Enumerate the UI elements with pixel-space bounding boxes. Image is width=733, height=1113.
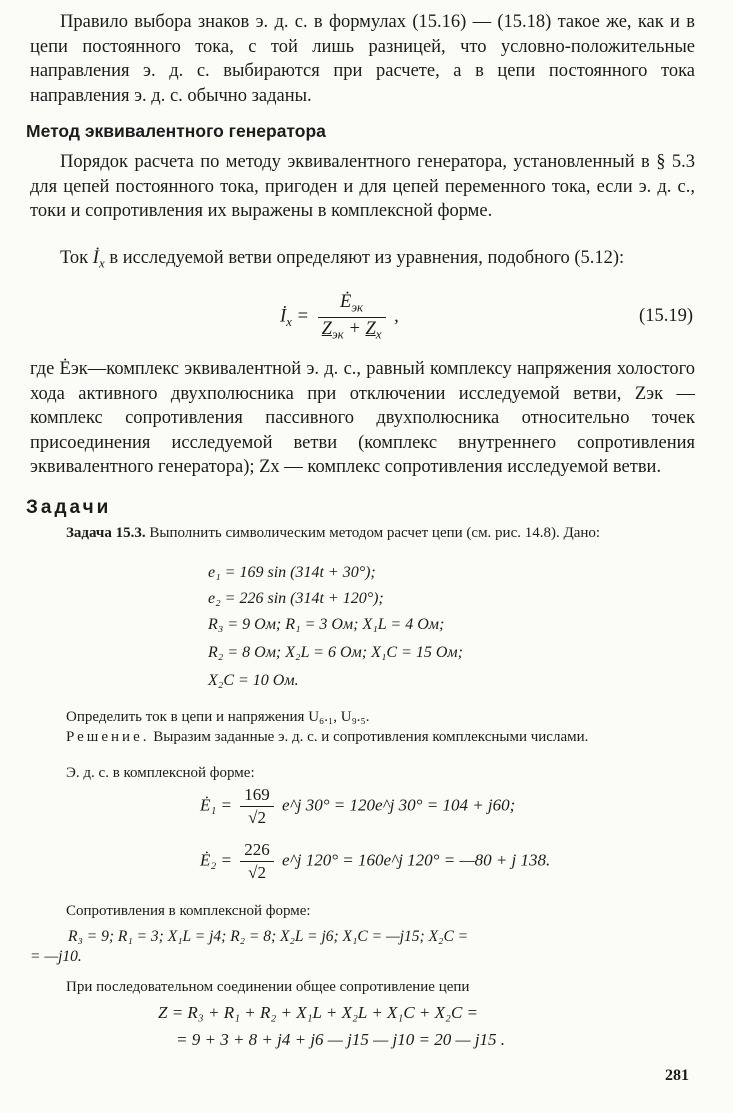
given-line5: X₂C = 10 Ом. bbox=[208, 672, 299, 689]
given-e1: e₁ = 169 sin (314t + 30°); bbox=[208, 564, 376, 581]
current-text-a: Ток bbox=[60, 248, 89, 268]
paragraph-method: Порядок расчета по методу эквивалентного генератора, установленный в § 5.3 для цепей постоянного тока, пригоден и для цепей переменного тока, если э. д. с., токи и сопротивления их выражены в комплексной форме. bbox=[30, 152, 695, 221]
emf-complex-label: Э. д. с. в комплексной форме: bbox=[66, 765, 255, 781]
series-text: При последовательном соединении общее сопротивление цепи bbox=[66, 979, 470, 995]
solution-text: Выразим заданные э. д. с. и сопротивления комплексными числами. bbox=[153, 729, 589, 745]
solution-label: Решение. bbox=[66, 729, 150, 745]
section-heading-tasks: Задачи bbox=[26, 497, 112, 518]
equation-15-19: $İ_x$ = $\frac{Ė_{эк}}{Z_{эк} + Z_x}$ , bbox=[280, 292, 399, 342]
section-heading-method: Метод эквивалентного генератора bbox=[26, 121, 326, 141]
task-text: Выполнить символическим методом расчет цепи (см. рис. 14.8). Дано: bbox=[149, 525, 601, 541]
resist-values: R₃ = 9; R₁ = 3; X₁L = j4; R₂ = 8; X₂L = j6; X₁C = —j15; X₂C = bbox=[68, 928, 469, 945]
equation-Z1: Z = R₃ + R₁ + R₂ + X₁L + X₂L + X₁C + X₂C = bbox=[158, 1003, 479, 1022]
task-label: Задача 15.3. bbox=[66, 525, 146, 541]
equation-E2: Ė₂ = $\frac{226}{√2}$ e^j 120° = 160e^j 120° = —80 + j 138. bbox=[200, 840, 551, 882]
solution-paragraph bbox=[30, 728, 695, 747]
equation-number: (15.19) bbox=[639, 306, 693, 326]
equation-Z2: = 9 + 3 + 8 + j4 + j6 — j15 — j10 = 20 — j15 . bbox=[176, 1030, 506, 1049]
task-statement bbox=[30, 524, 695, 543]
page-number: 281 bbox=[665, 1067, 689, 1084]
paragraph-current bbox=[30, 246, 695, 276]
resist-complex-label: Сопротивления в комплексной форме: bbox=[66, 903, 311, 919]
current-text-b: в исследуемой ветви определяют из уравнения, подобного (5.12): bbox=[109, 248, 625, 268]
given-line3: R₃ = 9 Ом; R₁ = 3 Ом; X₁L = 4 Ом; bbox=[208, 616, 445, 633]
paragraph-where: где Ėэк—комплекс эквивалентной э. д. с., равный комплексу напряжения холостого хода активного двухполюсника при отключении исследуемой ветви, Zэк — комплекс сопротивления пассивного двухполюсника относительно точек присоединения исследуемой ветви (комплекс внутреннего сопротивления эквивалентного генератора); Zх — комплекс сопротивления исследуемой ветви. bbox=[30, 359, 695, 477]
paragraph-intro: Правило выбора знаков э. д. с. в формулах (15.16) — (15.18) такое же, как и в цепи постоянного тока, с той лишь разницей, что условно-положительные направления э. д. с. выбираются при расчете, а в цепи постоянного тока направления э. д. с. обычно заданы. bbox=[30, 12, 695, 106]
given-line4: R₂ = 8 Ом; X₂L = 6 Ом; X₁C = 15 Ом; bbox=[208, 644, 463, 661]
current-symbol: $İ_x$ bbox=[92, 248, 105, 271]
find-text: Определить ток в цепи и напряжения U₆.₁, U₉.₅. bbox=[66, 709, 370, 725]
given-e2: e₂ = 226 sin (314t + 120°); bbox=[208, 590, 384, 607]
equation-E1: Ė₁ = $\frac{169}{√2}$ e^j 30° = 120e^j 30° = 104 + j60; bbox=[200, 785, 516, 827]
resist-values-2: = —j10. bbox=[30, 948, 82, 965]
